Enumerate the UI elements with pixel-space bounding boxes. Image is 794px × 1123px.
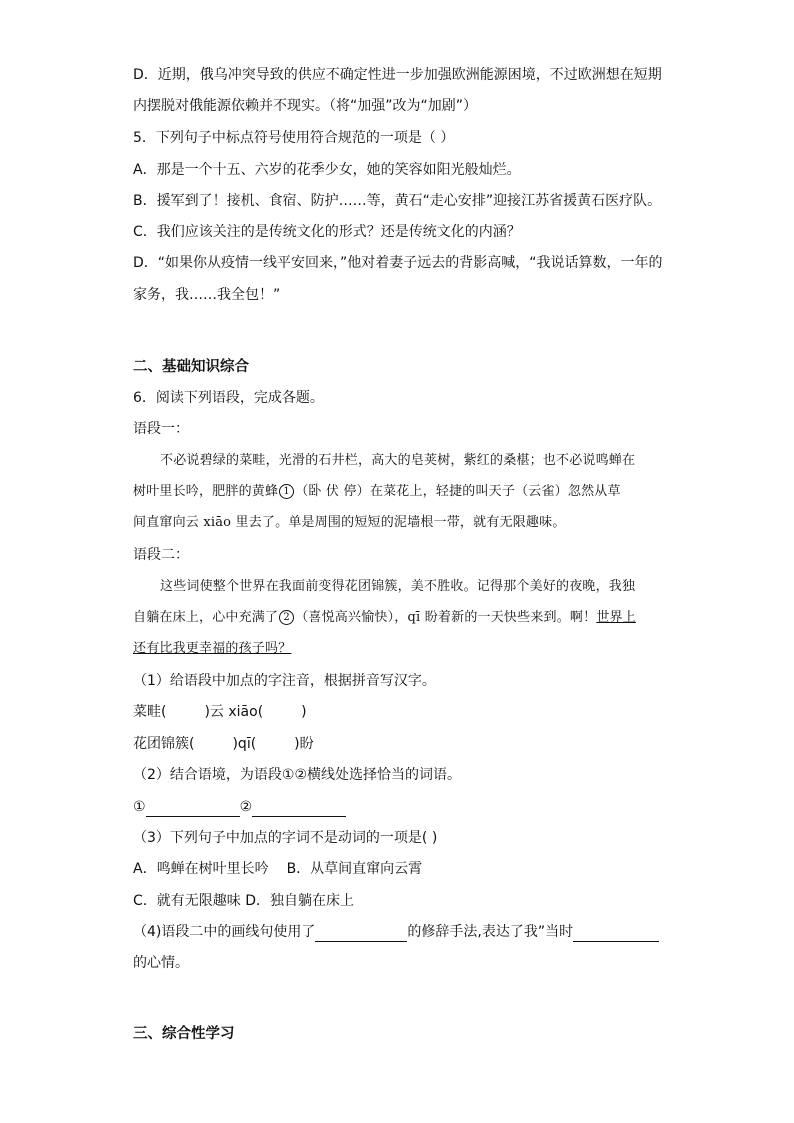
blank-1-marker <box>278 484 295 499</box>
passage1-line1: 不必说碧绿的菜畦，光滑的石井栏，高大的皂荚树，紫红的桑椹；也不必说鸣蝉在 <box>160 453 636 468</box>
q4-option-d-line1: D．近期，俄乌冲突导致的供应不确定性进一步加强欧洲能源困境，不过欧洲想在短期 <box>133 67 662 83</box>
sub1-row2-part2: )qī( <box>232 736 257 752</box>
q5-option-a: A．那是一个十五、六岁的花季少女，她的笑容如阳光般灿烂。 <box>133 162 521 178</box>
q5-stem: 5．下列句子中标点符号使用符合规范的一项是（ ） <box>133 130 455 146</box>
answer-blank-rhetoric[interactable] <box>315 926 407 942</box>
passage1-line2-start: 树叶里长吟，肥胖的黄蜂 <box>133 484 279 499</box>
circled-number-1: 1 <box>279 484 294 499</box>
passage1-label: 语段一： <box>133 421 189 437</box>
q4-option-d-line2: 内摆脱对俄能源依赖并不现实。（将“加强”改为“加剧”） <box>133 98 478 114</box>
sub1-row1-part3: ) <box>301 704 307 720</box>
sub4-part1: （4)语段二中的画线句使用了 <box>133 924 316 940</box>
answer-blank-1[interactable] <box>146 801 240 817</box>
sub1-answer-row1 <box>133 702 307 722</box>
passage2-line1: 这些词使整个世界在我面前变得花团锦簇，美不胜收。记得那个美好的夜晚，我独 <box>160 579 636 594</box>
passage1-line2-end: （卧 伏 停）在菜花上，轻捷的叫天子（云雀）忽然从草 <box>295 484 621 499</box>
passage2-line2 <box>133 608 636 628</box>
sub-question-1: （1）给语段中加点的字注音，根据拼音写汉字。 <box>133 673 436 689</box>
passage1-line3: 间直窜向云 xiāo 里去了。单是周围的短短的泥墙根一带，就有无限趣味。 <box>133 515 566 530</box>
passage2-label: 语段二： <box>133 547 189 563</box>
circled-number-2: 2 <box>279 610 294 625</box>
sub3-options-row2: C．就有无限趣味 D．独自躺在床上 <box>133 893 355 909</box>
sub3-options-row1 <box>133 859 422 879</box>
sub4-part2: 的修辞手法,表达了我”当时 <box>407 924 574 940</box>
sub3-option-a: A．鸣蝉在树叶里长吟 <box>133 861 269 877</box>
section3-title: 三、综合性学习 <box>133 1026 235 1042</box>
q5-option-d-line1: D．“如果你从疫情一线平安回来，”他对着妻子远去的背影高喊，“我说话算数，一年的 <box>133 255 663 271</box>
sub1-row1-part2: )云 xiāo( <box>204 704 264 720</box>
passage1-line2 <box>133 482 621 502</box>
sub-question-4 <box>133 922 659 942</box>
sub2-answer-row <box>133 797 346 817</box>
sub2-label-1: ① <box>133 799 146 815</box>
q5-option-b: B．援军到了！接机、食宿、防护……等，黄石“走心安排”迎接江苏省援黄石医疗队。 <box>133 193 662 209</box>
q6-stem: 6．阅读下列语段，完成各题。 <box>133 390 324 406</box>
sub4-end: 的心情。 <box>133 955 189 971</box>
sub-question-3: （3）下列句子中加点的字词不是动词的一项是( ) <box>133 830 438 846</box>
passage2-line2-mid: （喜悦高兴愉快），qī 盼着新的一天快些来到。啊！ <box>295 610 597 625</box>
answer-blank-2[interactable] <box>252 801 346 817</box>
passage2-line2-start: 自躺在床上，心中充满了 <box>133 610 279 625</box>
underlined-sentence-start: 世界上 <box>596 610 636 625</box>
sub1-answer-row2 <box>133 734 314 754</box>
blank-2-marker <box>278 610 295 625</box>
sub1-row2-part1: 花团锦簇( <box>133 736 195 752</box>
q5-option-c: C．我们应该关注的是传统文化的形式？还是传统文化的内涵？ <box>133 224 521 240</box>
sub1-row2-part3: )盼 <box>294 736 314 752</box>
sub3-option-b: B．从草间直窜向云霄 <box>286 861 423 877</box>
sub2-label-2: ② <box>239 799 253 815</box>
answer-blank-feeling[interactable] <box>573 926 659 942</box>
sub-question-2: （2）结合语境，为语段①②横线处选择恰当的词语。 <box>133 767 462 783</box>
section2-title: 二、基础知识综合 <box>133 359 249 375</box>
sub1-row1-part1: 菜畦( <box>133 704 167 720</box>
underlined-sentence-end: 还有比我更幸福的孩子吗？ <box>133 641 292 656</box>
q5-option-d-line2: 家务，我……我全包！” <box>133 287 281 303</box>
